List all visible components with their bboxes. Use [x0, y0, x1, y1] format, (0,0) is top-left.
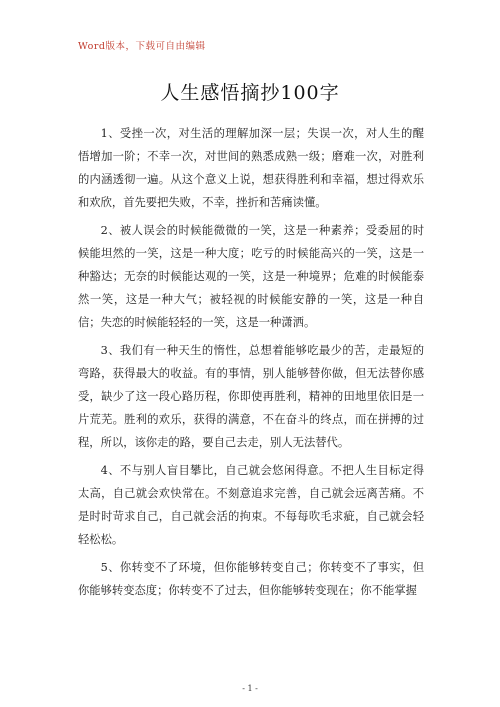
- paragraph-2: 2、被人误会的时候能微微的一笑，这是一种素养；受委屈的时候能坦然的一笑，这是一种大度；吃亏的时候能高兴的一笑，这是一种豁达；无奈的时候能达观的一笑，这是一种境界；危难的时候能泰然一笑，这是一种大气；被轻视的时候能安静的一笑，这是一种自信；失恋的时候能轻轻的一笑，这是一种潇洒。: [78, 224, 424, 329]
- header-note: Word版本，下载可自由编辑: [78, 41, 206, 52]
- paragraph-1: 1、受挫一次，对生活的理解加深一层；失误一次，对人生的醒悟增加一阶；不幸一次，对世间的熟悉成熟一级；磨难一次，对胜利的内涵透彻一遍。从这个意义上说，想获得胜利和幸福，想过得欢乐和欢欣，首先要把失败，不幸，挫折和苦痛读懂。: [78, 127, 424, 209]
- paragraph-5: 5、你转变不了环境，但你能够转变自己；你转变不了事实，但你能够转变态度；你转变不了过去，但你能够转变现在；你不能掌握: [78, 561, 424, 597]
- page-title: 人生感悟摘抄100字: [160, 82, 340, 104]
- paragraph-3: 3、我们有一种天生的惰性，总想着能够吃最少的苦，走最短的弯路，获得最大的收益。有的事情，别人能够替你做，但无法替你感受，缺少了这一段心路历程，你即使再胜利，精神的田地里依旧是一片荒芜。胜利的欢乐，获得的满意，不在奋斗的终点，而在拼搏的过程，所以，该你走的路，要自己去走，别人无法替代。: [78, 344, 424, 449]
- document-body: [78, 122, 424, 607]
- page-number: - 1 -: [242, 684, 258, 693]
- paragraph-4: 4、不与别人盲目攀比，自己就会悠闲得意。不把人生目标定得太高，自己就会欢快常在。不刻意追求完善，自己就会远离苦痛。不是时时苛求自己，自己就会活的拘束。不每每吹毛求疵，自己就会轻轻松松。: [78, 464, 424, 546]
